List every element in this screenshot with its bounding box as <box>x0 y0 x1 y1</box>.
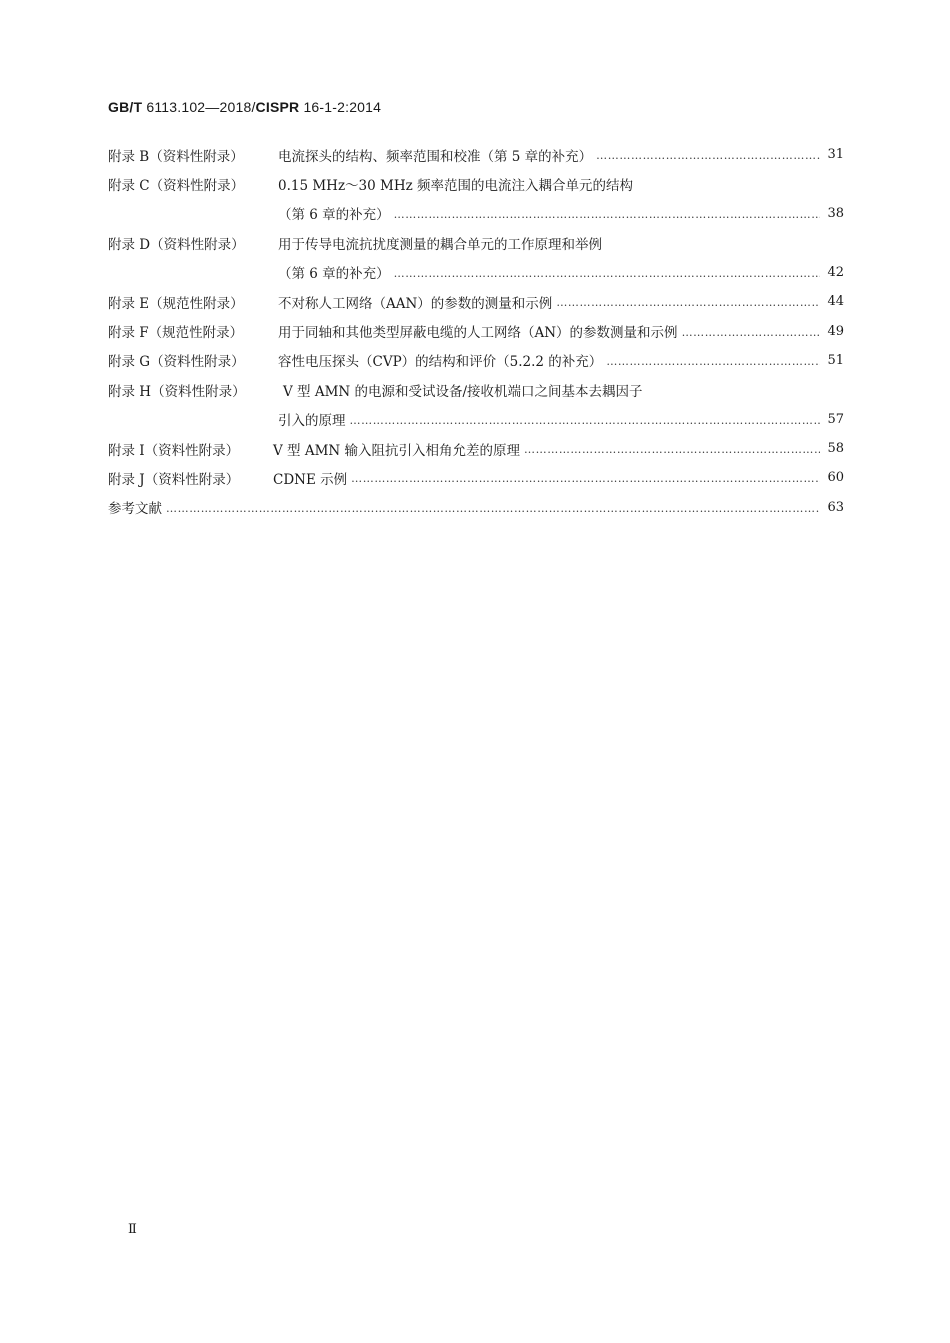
table-of-contents <box>108 140 844 522</box>
toc-entry-title: 电流探头的结构、频率范围和校准（第 5 章的补充） <box>278 148 593 165</box>
toc-entry-page: 31 <box>827 147 844 163</box>
toc-entry-annex-d[interactable] <box>108 228 844 257</box>
toc-entry-annex-h[interactable] <box>108 375 844 404</box>
toc-entry-annex-c-continuation[interactable] <box>108 199 844 228</box>
toc-entry-prefix: 附录 B（资料性附录） <box>108 148 244 165</box>
toc-entry-title: 用于同轴和其他类型屏蔽电缆的人工网络（AN）的参数测量和示例 <box>278 325 678 342</box>
standard-number: 6113.102—2018/ <box>146 99 256 115</box>
toc-entry-title: 容性电压探头（CVP）的结构和评价（5.2.2 的补充） <box>278 354 603 371</box>
toc-entry-page: 38 <box>827 205 844 221</box>
leader-dots <box>166 500 820 515</box>
toc-entry-annex-g[interactable] <box>108 346 844 375</box>
toc-entry-title: 参考文献 <box>108 501 162 518</box>
toc-entry-annex-h-continuation[interactable] <box>108 405 844 434</box>
toc-entry-page: 58 <box>827 441 844 457</box>
toc-entry-title: V 型 AMN 输入阻抗引入相角允差的原理 <box>273 442 521 459</box>
toc-entry-page: 51 <box>827 352 844 368</box>
leader-dots <box>556 294 820 309</box>
toc-entry-title-continuation: （第 6 章的补充） <box>278 207 390 224</box>
leader-dots <box>682 324 820 339</box>
toc-entry-annex-e[interactable] <box>108 287 844 316</box>
toc-entry-prefix: 附录 F（规范性附录） <box>108 325 244 342</box>
leader-dots <box>606 353 820 368</box>
standard-prefix: GB/T <box>108 99 143 115</box>
toc-entry-page: 49 <box>827 323 844 339</box>
toc-entry-annex-i[interactable] <box>108 434 844 463</box>
toc-entry-title: V 型 AMN 的电源和受试设备/接收机端口之间基本去耦因子 <box>283 383 643 400</box>
cispr-prefix: CISPR <box>255 99 300 115</box>
page-number-footer: Ⅱ <box>128 1222 137 1237</box>
toc-entry-prefix: 附录 E（规范性附录） <box>108 295 244 312</box>
toc-entry-title: 不对称人工网络（AAN）的参数的测量和示例 <box>278 295 553 312</box>
toc-entry-title-continuation: 引入的原理 <box>278 413 346 430</box>
toc-entry-title: 用于传导电流抗扰度测量的耦合单元的工作原理和举例 <box>278 236 602 253</box>
toc-entry-page: 42 <box>827 264 844 280</box>
leader-dots <box>351 470 820 485</box>
toc-entry-prefix: 附录 G（资料性附录） <box>108 354 245 371</box>
toc-entry-prefix: 附录 H（资料性附录） <box>108 383 246 400</box>
toc-entry-annex-c[interactable] <box>108 169 844 198</box>
toc-entry-prefix: 附录 C（资料性附录） <box>108 178 245 195</box>
toc-entry-annex-d-continuation[interactable] <box>108 258 844 287</box>
leader-dots <box>350 412 821 427</box>
leader-dots <box>394 265 820 280</box>
leader-dots <box>524 441 820 456</box>
toc-entry-prefix: 附录 J（资料性附录） <box>108 471 240 488</box>
toc-entry-annex-b[interactable] <box>108 140 844 169</box>
toc-entry-annex-j[interactable] <box>108 463 844 492</box>
toc-entry-page: 63 <box>827 499 844 515</box>
leader-dots <box>394 206 820 221</box>
toc-entry-prefix: 附录 I（资料性附录） <box>108 442 240 459</box>
toc-entry-title: CDNE 示例 <box>273 471 348 488</box>
toc-entry-page: 60 <box>827 470 844 486</box>
cispr-number: 16-1-2:2014 <box>303 99 382 115</box>
toc-entry-title: 0.15 MHz～30 MHz 频率范围的电流注入耦合单元的结构 <box>278 178 634 195</box>
document-code-header <box>108 99 381 115</box>
toc-entry-prefix: 附录 D（资料性附录） <box>108 236 245 253</box>
toc-entry-page: 57 <box>827 411 844 427</box>
toc-entry-annex-f[interactable] <box>108 316 844 345</box>
leader-dots <box>596 147 820 162</box>
toc-entry-bibliography[interactable] <box>108 493 844 522</box>
toc-entry-page: 44 <box>827 294 844 310</box>
toc-entry-title-continuation: （第 6 章的补充） <box>278 266 390 283</box>
